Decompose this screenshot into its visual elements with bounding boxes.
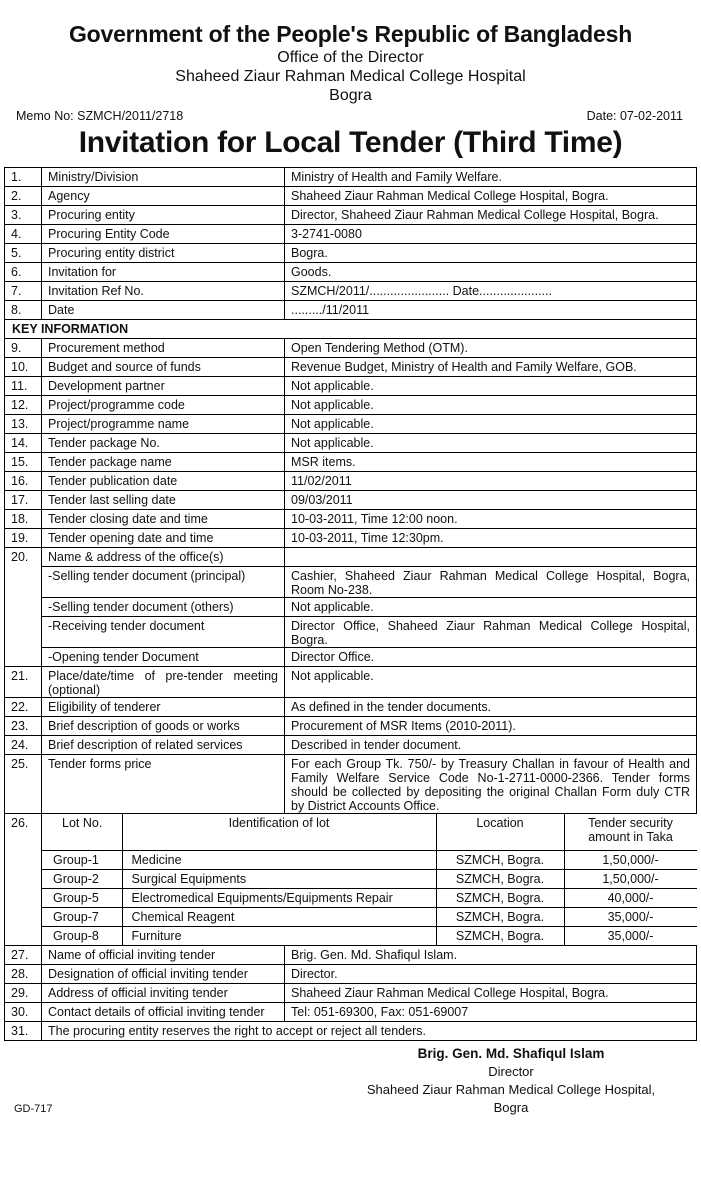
row-label: Tender closing date and time xyxy=(42,510,285,529)
row-number: 6. xyxy=(5,263,42,282)
table-row xyxy=(5,244,697,263)
row-value: Bogra. xyxy=(285,244,697,263)
table-row xyxy=(5,415,697,434)
signatory-designation: Director xyxy=(488,1064,534,1079)
lots-header-cell: Location xyxy=(436,814,564,850)
row-value: Shaheed Ziaur Rahman Medical College Hospital, Bogra. xyxy=(285,187,697,206)
row-label: Procuring entity district xyxy=(42,244,285,263)
footer xyxy=(4,1041,697,1131)
lot-number: Group-5 xyxy=(42,888,122,907)
memo-date: Date: 07-02-2011 xyxy=(586,109,683,123)
row-label: Tender package name xyxy=(42,453,285,472)
notice-code: GD-717 xyxy=(14,1103,53,1115)
table-row xyxy=(5,434,697,453)
row-value: Director Office. xyxy=(285,648,697,667)
row-label: -Selling tender document (principal) xyxy=(42,567,285,598)
memo-row xyxy=(4,107,697,125)
row-label: Place/date/time of pre-tender meeting (optional) xyxy=(42,667,285,698)
lot-number: Group-8 xyxy=(42,926,122,945)
memo-number: Memo No: SZMCH/2011/2718 xyxy=(16,109,184,123)
row-value: Goods. xyxy=(285,263,697,282)
row-label: Procurement method xyxy=(42,339,285,358)
lot-row xyxy=(42,907,697,926)
row-value: Revenue Budget, Ministry of Health and Family Welfare, GOB. xyxy=(285,358,697,377)
row-label: Eligibility of tenderer xyxy=(42,698,285,717)
city-line: Bogra xyxy=(329,87,372,104)
row-label: -Selling tender document (others) xyxy=(42,598,285,617)
row-value: Procurement of MSR Items (2010-2011). xyxy=(285,717,697,736)
row-label: -Receiving tender document xyxy=(42,617,285,648)
lots-table xyxy=(42,814,697,945)
row-label: Project/programme code xyxy=(42,396,285,415)
row-value: As defined in the tender documents. xyxy=(285,698,697,717)
row-value: Director Office, Shaheed Ziaur Rahman Medical College Hospital, Bogra. xyxy=(285,617,697,648)
row-label: Ministry/Division xyxy=(42,168,285,187)
signature-block xyxy=(361,1045,661,1117)
row-label: Budget and source of funds xyxy=(42,358,285,377)
table-row xyxy=(5,529,697,548)
row-value: Open Tendering Method (OTM). xyxy=(285,339,697,358)
row-number: 22. xyxy=(5,698,42,717)
lot-row xyxy=(42,926,697,945)
signatory-institution: Shaheed Ziaur Rahman Medical College Hospital, xyxy=(366,1082,656,1097)
table-row xyxy=(5,567,697,598)
row-value: ........./11/2011 xyxy=(285,301,697,320)
table-row xyxy=(5,984,697,1003)
row-value: 09/03/2011 xyxy=(285,491,697,510)
row-number: 11. xyxy=(5,377,42,396)
lot-identification: Medicine xyxy=(122,850,436,869)
government-heading: Government of the People's Republic of Bangladesh xyxy=(68,21,633,47)
lots-header-cell: Tender security amount in Taka xyxy=(564,814,697,850)
lot-location: SZMCH, Bogra. xyxy=(436,888,564,907)
lot-row xyxy=(42,869,697,888)
row-value: Not applicable. xyxy=(285,598,697,617)
table-row xyxy=(5,698,697,717)
row-value-empty xyxy=(285,548,697,567)
row-number: 28. xyxy=(5,965,42,984)
page-title: Invitation for Local Tender (Third Time) xyxy=(78,126,623,159)
table-row xyxy=(5,358,697,377)
table-row xyxy=(5,377,697,396)
row-number: 18. xyxy=(5,510,42,529)
table-row xyxy=(5,617,697,648)
row-number: 19. xyxy=(5,529,42,548)
row-value: Not applicable. xyxy=(285,434,697,453)
row-label: Name & address of the office(s) xyxy=(42,548,285,567)
lots-header-cell: Lot No. xyxy=(42,814,122,850)
row-number: 27. xyxy=(5,946,42,965)
row-number: 26. xyxy=(5,814,42,946)
row-value: 10-03-2011, Time 12:00 noon. xyxy=(285,510,697,529)
row-label: Brief description of goods or works xyxy=(42,717,285,736)
row-number: 5. xyxy=(5,244,42,263)
table-row xyxy=(5,965,697,984)
row-label: Contact details of official inviting tender xyxy=(42,1003,285,1022)
lot-row xyxy=(42,850,697,869)
table-row xyxy=(5,755,697,814)
lot-row xyxy=(42,888,697,907)
table-row xyxy=(5,1022,697,1041)
table-row xyxy=(5,717,697,736)
lot-number: Group-2 xyxy=(42,869,122,888)
table-row xyxy=(5,301,697,320)
table-row xyxy=(5,491,697,510)
lot-location: SZMCH, Bogra. xyxy=(436,926,564,945)
row-label: Invitation for xyxy=(42,263,285,282)
lot-security-amount: 1,50,000/- xyxy=(564,850,697,869)
row-number: 30. xyxy=(5,1003,42,1022)
row-label: Tender forms price xyxy=(42,755,285,814)
row-number: 16. xyxy=(5,472,42,491)
row-number: 10. xyxy=(5,358,42,377)
table-row xyxy=(5,187,697,206)
row-number: 29. xyxy=(5,984,42,1003)
row-label: Procuring entity xyxy=(42,206,285,225)
row-number: 20. xyxy=(5,548,42,667)
row-label: Date xyxy=(42,301,285,320)
row-value: SZMCH/2011/....................... Date..................... xyxy=(285,282,697,301)
lots-cell xyxy=(42,814,697,946)
row-label: Agency xyxy=(42,187,285,206)
lot-security-amount: 35,000/- xyxy=(564,926,697,945)
row-number: 1. xyxy=(5,168,42,187)
row-value: Director. xyxy=(285,965,697,984)
table-row xyxy=(5,1003,697,1022)
signatory-name: Brig. Gen. Md. Shafiqul Islam xyxy=(417,1046,605,1061)
row-value: Tel: 051-69300, Fax: 051-69007 xyxy=(285,1003,697,1022)
lot-location: SZMCH, Bogra. xyxy=(436,907,564,926)
row-number: 13. xyxy=(5,415,42,434)
row-number: 9. xyxy=(5,339,42,358)
table-row xyxy=(5,206,697,225)
table-row xyxy=(5,814,697,946)
table-row xyxy=(5,472,697,491)
row-number: 21. xyxy=(5,667,42,698)
lots-header-row xyxy=(42,814,697,850)
row-label: Address of official inviting tender xyxy=(42,984,285,1003)
table-row xyxy=(5,168,697,187)
row-statement: The procuring entity reserves the right to accept or reject all tenders. xyxy=(42,1022,697,1041)
row-value: Director, Shaheed Ziaur Rahman Medical College Hospital, Bogra. xyxy=(285,206,697,225)
row-label: Project/programme name xyxy=(42,415,285,434)
row-number: 24. xyxy=(5,736,42,755)
row-value: Not applicable. xyxy=(285,396,697,415)
table-row xyxy=(5,667,697,698)
table-row xyxy=(5,453,697,472)
lot-security-amount: 35,000/- xyxy=(564,907,697,926)
row-value: For each Group Tk. 750/- by Treasury Challan in favour of Health and Family Welfare Service Code No-1-2711-0000-2366. Tender forms should be collected by depositing the original Challan Form duly CTR by District Accounts Office. xyxy=(285,755,697,814)
row-number: 12. xyxy=(5,396,42,415)
row-value: Not applicable. xyxy=(285,415,697,434)
row-label: Designation of official inviting tender xyxy=(42,965,285,984)
table-row xyxy=(5,598,697,617)
row-value: Not applicable. xyxy=(285,377,697,396)
row-value: Ministry of Health and Family Welfare. xyxy=(285,168,697,187)
row-label: -Opening tender Document xyxy=(42,648,285,667)
row-value: 11/02/2011 xyxy=(285,472,697,491)
row-value: MSR items. xyxy=(285,453,697,472)
lot-identification: Surgical Equipments xyxy=(122,869,436,888)
table-row xyxy=(5,648,697,667)
table-row xyxy=(5,548,697,567)
lot-identification: Chemical Reagent xyxy=(122,907,436,926)
row-number: 14. xyxy=(5,434,42,453)
row-value: Described in tender document. xyxy=(285,736,697,755)
row-label: Development partner xyxy=(42,377,285,396)
row-label: Tender publication date xyxy=(42,472,285,491)
row-number: 8. xyxy=(5,301,42,320)
lot-location: SZMCH, Bogra. xyxy=(436,869,564,888)
row-number: 25. xyxy=(5,755,42,814)
table-row xyxy=(5,396,697,415)
lots-header-cell: Identification of lot xyxy=(122,814,436,850)
row-label: Tender package No. xyxy=(42,434,285,453)
row-label: Procuring Entity Code xyxy=(42,225,285,244)
lot-number: Group-7 xyxy=(42,907,122,926)
row-value: Brig. Gen. Md. Shafiqul Islam. xyxy=(285,946,697,965)
row-number: 17. xyxy=(5,491,42,510)
table-row xyxy=(5,225,697,244)
office-line: Office of the Director xyxy=(277,49,424,66)
row-number: 2. xyxy=(5,187,42,206)
key-information-row xyxy=(5,320,697,339)
row-number: 15. xyxy=(5,453,42,472)
row-label: Invitation Ref No. xyxy=(42,282,285,301)
row-value: Not applicable. xyxy=(285,667,697,698)
lot-location: SZMCH, Bogra. xyxy=(436,850,564,869)
table-row xyxy=(5,736,697,755)
table-row xyxy=(5,339,697,358)
row-label: Name of official inviting tender xyxy=(42,946,285,965)
row-number: 4. xyxy=(5,225,42,244)
table-row xyxy=(5,510,697,529)
table-row xyxy=(5,263,697,282)
row-value: Shaheed Ziaur Rahman Medical College Hospital, Bogra. xyxy=(285,984,697,1003)
tender-table xyxy=(4,167,697,1041)
row-label: Brief description of related services xyxy=(42,736,285,755)
row-value: 3-2741-0080 xyxy=(285,225,697,244)
key-information-heading: KEY INFORMATION xyxy=(5,320,697,339)
signatory-city: Bogra xyxy=(493,1100,529,1115)
row-number: 3. xyxy=(5,206,42,225)
lot-security-amount: 1,50,000/- xyxy=(564,869,697,888)
row-label: Tender opening date and time xyxy=(42,529,285,548)
table-row xyxy=(5,946,697,965)
row-number: 31. xyxy=(5,1022,42,1041)
row-number: 7. xyxy=(5,282,42,301)
row-label: Tender last selling date xyxy=(42,491,285,510)
lot-identification: Furniture xyxy=(122,926,436,945)
row-number: 23. xyxy=(5,717,42,736)
lot-identification: Electromedical Equipments/Equipments Repair xyxy=(122,888,436,907)
lot-number: Group-1 xyxy=(42,850,122,869)
lot-security-amount: 40,000/- xyxy=(564,888,697,907)
table-row xyxy=(5,282,697,301)
hospital-line: Shaheed Ziaur Rahman Medical College Hospital xyxy=(175,68,526,85)
row-value: Cashier, Shaheed Ziaur Rahman Medical College Hospital, Bogra, Room No-238. xyxy=(285,567,697,598)
row-value: 10-03-2011, Time 12:30pm. xyxy=(285,529,697,548)
